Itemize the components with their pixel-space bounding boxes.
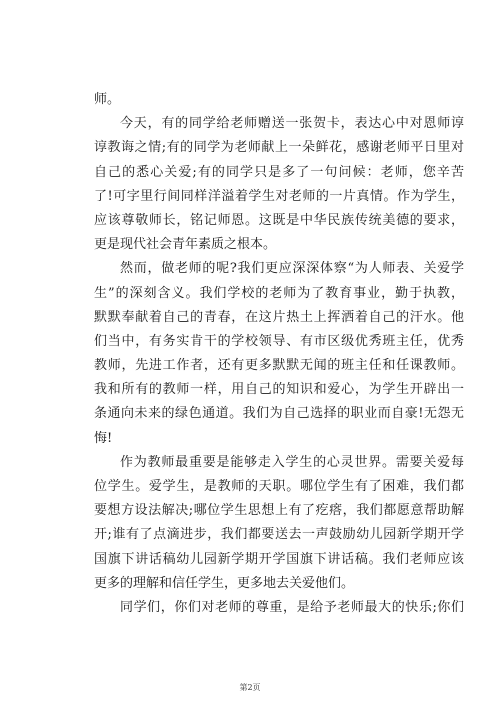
text-line: 更多的理解和信任学生，更多地去关爱他们。: [94, 575, 355, 591]
text-line: 作为教师最重要是能够走入学生的心灵世界。需要关爱每: [120, 454, 464, 470]
document-body: [94, 88, 464, 620]
text-line: 要想方设法解决;哪位学生思想上有了疙瘩，我们都愿意帮助解: [94, 503, 464, 519]
paragraph: [94, 257, 464, 451]
paragraph: [94, 112, 464, 257]
text-line: 师。: [94, 92, 121, 107]
text-line: 位学生。爱学生，是教师的天职。哪位学生有了困难，我们都: [94, 479, 464, 494]
text-line: 默默奉献着自己的青春，在这片热土上挥洒着自己的汗水。他: [94, 309, 464, 325]
text-line: 开;谁有了点滴进步，我们都要送去一声鼓励幼儿园新学期开学: [94, 527, 464, 543]
paragraph: [94, 88, 464, 112]
text-line: 了!可字里行间同样洋溢着学生对老师的一片真情。作为学生，: [94, 188, 464, 204]
page-number: 第2页: [239, 683, 261, 692]
text-line: 自己的悉心关爱;有的同学只是多了一句问候：老师，您辛苦: [94, 164, 464, 180]
text-line: 条通向未来的绿色通道。我们为自己选择的职业而自豪!无怨无: [94, 406, 464, 422]
text-line: 同学们，你们对老师的尊重，是给予老师最大的快乐;你们: [120, 599, 464, 615]
paragraph: [94, 451, 464, 596]
text-line: 今天，有的同学给老师赠送一张贺卡，表达心中对恩师谆: [120, 116, 464, 132]
text-line: 更是现代社会青年素质之根本。: [94, 237, 277, 253]
text-line: 们当中，有务实肯干的学校领导、有市区级优秀班主任，优秀: [94, 333, 464, 349]
paragraph: [94, 596, 464, 620]
text-line: 谆教诲之情;有的同学为老师献上一朵鲜花，感谢老师平日里对: [94, 140, 464, 156]
text-line: 国旗下讲话稿幼儿园新学期开学国旗下讲话稿。我们老师应该: [94, 551, 464, 567]
text-line: 然而，做老师的呢?我们更应深深体察“为人师表、关爱学: [120, 261, 464, 277]
text-line: 悔!: [94, 430, 113, 446]
text-line: 应该尊敬师长，铭记师恩。这既是中华民族传统美德的要求，: [94, 212, 464, 228]
text-line: 我和所有的教师一样，用自己的知识和爱心，为学生开辟出一: [94, 382, 464, 398]
text-line: 生”的深刻含义。我们学校的老师为了教育事业，勤于执教，: [94, 285, 464, 301]
text-line: 教师，先进工作者，还有更多默默无闻的班主任和任课教师。: [94, 358, 464, 374]
